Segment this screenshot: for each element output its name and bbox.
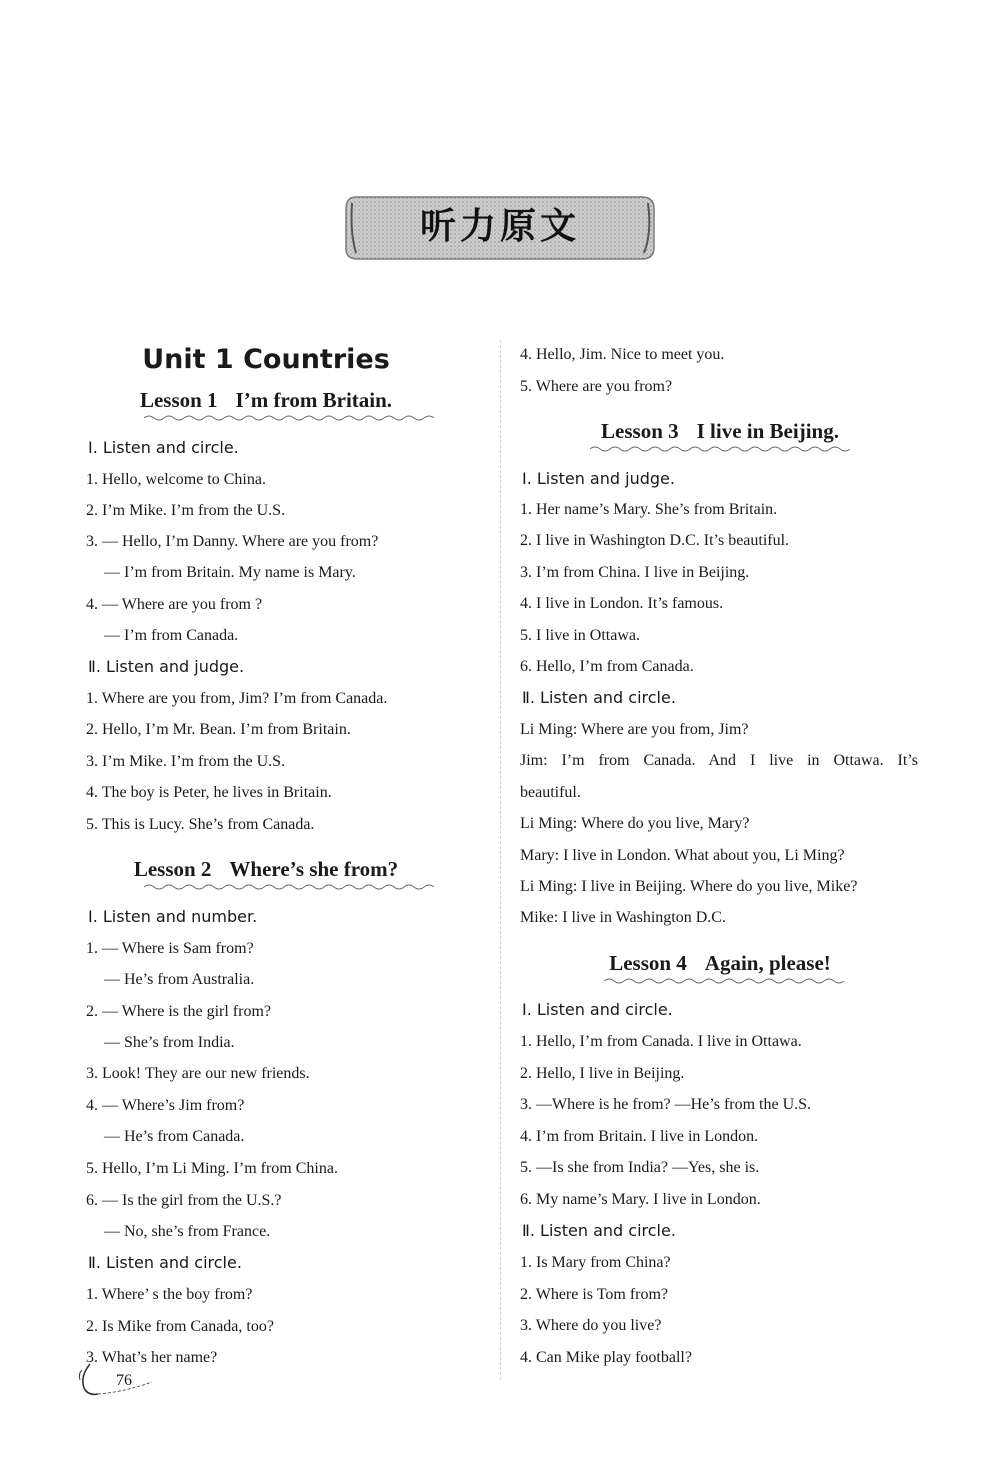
dialogue-line: beautiful.	[520, 784, 581, 801]
text-line: 6. — Is the girl from the U.S.?	[86, 1192, 282, 1209]
section-heading: Ⅰ. Listen and number.	[88, 907, 258, 926]
text-line: 5. This is Lucy. She’s from Canada.	[86, 816, 315, 833]
text-line: 2. — Where is the girl from?	[86, 1003, 271, 1020]
text-line: — I’m from Canada.	[104, 627, 239, 644]
dialogue-line: Mike: I live in Washington D.C.	[520, 909, 726, 926]
dialogue-line: Li Ming: I live in Beijing. Where do you live, Mike?	[520, 878, 858, 895]
section-heading: Ⅰ. Listen and judge.	[522, 469, 675, 488]
lesson-4-heading	[520, 949, 920, 977]
dialogue-line: Mary: I live in London. What about you, Li Ming?	[520, 847, 845, 864]
text-line: 6. Hello, I’m from Canada.	[520, 658, 694, 675]
section-heading: Ⅱ. Listen and circle.	[88, 1253, 242, 1272]
section-heading: Ⅱ. Listen and circle.	[522, 1221, 676, 1240]
text-line: — He’s from Canada.	[104, 1128, 245, 1145]
lesson-number: Lesson 3	[601, 419, 679, 443]
text-line: 4. I live in London. It’s famous.	[520, 595, 724, 612]
title-banner	[342, 193, 658, 263]
text-line: 2. Hello, I live in Beijing.	[520, 1065, 685, 1082]
lesson-1-heading	[86, 386, 446, 414]
text-line: 2. I live in Washington D.C. It’s beautiful.	[520, 532, 790, 549]
lesson-number: Lesson 1	[139, 388, 218, 412]
text-line: 3. What’s her name?	[86, 1349, 218, 1366]
text-line: 4. Hello, Jim. Nice to meet you.	[520, 346, 725, 363]
lesson-title: I live in Beijing.	[696, 419, 839, 443]
text-line: 5. Hello, I’m Li Ming. I’m from China.	[86, 1160, 338, 1177]
lesson-title: Again, please!	[704, 951, 831, 975]
unit-title: Unit 1 Countries	[142, 344, 390, 375]
lesson-title: I’m from Britain.	[235, 388, 393, 412]
text-line: 3. I’m from China. I live in Beijing.	[520, 564, 750, 581]
text-line: — He’s from Australia.	[104, 971, 255, 988]
lesson-underline	[144, 883, 438, 891]
section-heading: Ⅰ. Listen and circle.	[88, 438, 239, 457]
lesson-title: Where’s she from?	[229, 857, 399, 881]
section-heading: Ⅱ. Listen and judge.	[88, 657, 245, 676]
text-line: 1. — Where is Sam from?	[86, 940, 254, 957]
text-line: 1. Hello, I’m from Canada. I live in Ottawa.	[520, 1033, 802, 1050]
text-line: 3. — Hello, I’m Danny. Where are you from?	[86, 533, 379, 550]
text-line: 1. Is Mary from China?	[520, 1254, 671, 1271]
lesson-number: Lesson 2	[133, 857, 212, 881]
text-line: 2. Where is Tom from?	[520, 1286, 669, 1303]
text-line: — She’s from India.	[104, 1034, 235, 1051]
dialogue-line: Li Ming: Where do you live, Mary?	[520, 815, 750, 832]
text-line: 5. —Is she from India? —Yes, she is.	[520, 1159, 760, 1176]
text-line: 3. I’m Mike. I’m from the U.S.	[86, 753, 286, 770]
text-line: 4. Can Mike play football?	[520, 1349, 692, 1366]
text-line: 1. Where are you from, Jim? I’m from Canada.	[86, 690, 388, 707]
text-line: 3. —Where is he from? —He’s from the U.S.	[520, 1096, 812, 1113]
lesson-underline	[144, 414, 434, 422]
lesson-underline	[590, 445, 854, 453]
lesson-3-heading	[520, 417, 920, 445]
section-heading: Ⅱ. Listen and circle.	[522, 688, 676, 707]
text-line: 5. Where are you from?	[520, 378, 673, 395]
text-line: 1. Where’ s the boy from?	[86, 1286, 253, 1303]
text-line: 4. I’m from Britain. I live in London.	[520, 1128, 759, 1145]
page-number: 76	[116, 1372, 132, 1389]
text-line: 4. — Where are you from ?	[86, 596, 263, 613]
column-divider	[500, 340, 501, 1380]
banner-title: 听力原文	[419, 206, 580, 247]
text-line: 6. My name’s Mary. I live in London.	[520, 1191, 761, 1208]
lesson-underline	[604, 977, 848, 985]
text-line: 1. Her name’s Mary. She’s from Britain.	[520, 501, 778, 518]
lesson-2-heading	[86, 855, 446, 883]
lesson-number: Lesson 4	[609, 951, 687, 975]
text-line: 4. — Where’s Jim from?	[86, 1097, 245, 1114]
text-line: 5. I live in Ottawa.	[520, 627, 640, 644]
dialogue-line: Li Ming: Where are you from, Jim?	[520, 721, 749, 738]
text-line: — I’m from Britain. My name is Mary.	[104, 564, 356, 581]
text-line: 3. Look! They are our new friends.	[86, 1065, 310, 1082]
section-heading: Ⅰ. Listen and circle.	[522, 1000, 673, 1019]
text-line: 2. I’m Mike. I’m from the U.S.	[86, 502, 286, 519]
text-line: — No, she’s from France.	[104, 1223, 271, 1240]
dialogue-line: Jim: I’m from Canada. And I live in Ottawa. It’s	[520, 752, 918, 769]
text-line: 2. Is Mike from Canada, too?	[86, 1318, 274, 1335]
text-line: 2. Hello, I’m Mr. Bean. I’m from Britain.	[86, 721, 351, 738]
text-line: 3. Where do you live?	[520, 1317, 662, 1334]
text-line: 4. The boy is Peter, he lives in Britain.	[86, 784, 332, 801]
text-line: 1. Hello, welcome to China.	[86, 471, 266, 488]
